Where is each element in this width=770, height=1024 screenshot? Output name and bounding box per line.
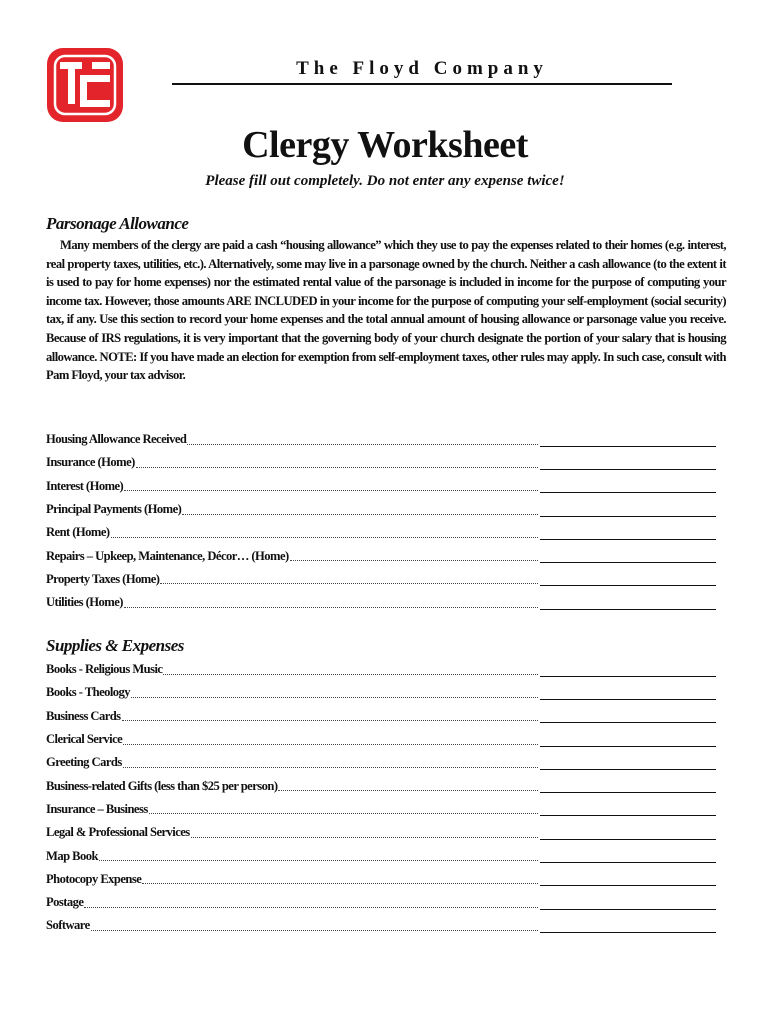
dot-leader bbox=[160, 583, 538, 584]
amount-blank-field[interactable] bbox=[540, 539, 716, 540]
amount-blank-field[interactable] bbox=[540, 722, 716, 723]
worksheet-row bbox=[46, 681, 716, 704]
row-label: Housing Allowance Received bbox=[46, 432, 187, 447]
worksheet-row bbox=[46, 844, 716, 867]
worksheet-row bbox=[46, 658, 716, 681]
row-label: Software bbox=[46, 918, 90, 933]
section-heading-supplies: Supplies & Expenses bbox=[46, 636, 184, 655]
amount-blank-field[interactable] bbox=[540, 746, 716, 747]
floyd-company-logo bbox=[46, 47, 124, 123]
row-label: Business-related Gifts (less than $25 per person) bbox=[46, 778, 278, 793]
header-rule bbox=[172, 83, 672, 85]
worksheet-row bbox=[46, 521, 716, 544]
worksheet-row bbox=[46, 498, 716, 521]
page-title: Clergy Worksheet bbox=[242, 124, 528, 166]
dot-leader bbox=[123, 744, 538, 745]
worksheet-row bbox=[46, 591, 716, 614]
row-label: Repairs – Upkeep, Maintenance, Décor… (Home) bbox=[46, 548, 289, 563]
row-label: Books - Theology bbox=[46, 685, 131, 700]
worksheet-row bbox=[46, 751, 716, 774]
dot-leader bbox=[149, 813, 538, 814]
dot-leader bbox=[84, 907, 538, 908]
row-label: Business Cards bbox=[46, 708, 121, 723]
supplies-list bbox=[46, 658, 716, 938]
amount-blank-field[interactable] bbox=[540, 469, 716, 470]
dot-leader bbox=[136, 467, 538, 468]
worksheet-row bbox=[46, 868, 716, 891]
dot-leader bbox=[122, 720, 538, 721]
amount-blank-field[interactable] bbox=[540, 562, 716, 563]
row-label: Clerical Service bbox=[46, 732, 123, 747]
dot-leader bbox=[278, 790, 538, 791]
amount-blank-field[interactable] bbox=[540, 676, 716, 677]
row-label: Books - Religious Music bbox=[46, 662, 163, 677]
worksheet-row bbox=[46, 914, 716, 937]
row-label: Utilities (Home) bbox=[46, 595, 123, 610]
row-label: Rent (Home) bbox=[46, 525, 110, 540]
dot-leader bbox=[187, 444, 538, 445]
dot-leader bbox=[142, 883, 538, 884]
dot-leader bbox=[163, 674, 538, 675]
worksheet-row bbox=[46, 705, 716, 728]
dot-leader bbox=[123, 767, 538, 768]
amount-blank-field[interactable] bbox=[540, 885, 716, 886]
worksheet-row bbox=[46, 891, 716, 914]
amount-blank-field[interactable] bbox=[540, 815, 716, 816]
amount-blank-field[interactable] bbox=[540, 516, 716, 517]
row-label: Insurance (Home) bbox=[46, 455, 135, 470]
worksheet-row bbox=[46, 798, 716, 821]
worksheet-row bbox=[46, 728, 716, 751]
row-label: Interest (Home) bbox=[46, 478, 124, 493]
amount-blank-field[interactable] bbox=[540, 699, 716, 700]
company-name: The Floyd Company bbox=[296, 58, 548, 79]
worksheet-row bbox=[46, 475, 716, 498]
dot-leader bbox=[111, 537, 538, 538]
row-label: Property Taxes (Home) bbox=[46, 571, 160, 586]
section-heading-parsonage: Parsonage Allowance bbox=[46, 214, 189, 233]
amount-blank-field[interactable] bbox=[540, 932, 716, 933]
amount-blank-field[interactable] bbox=[540, 769, 716, 770]
worksheet-row bbox=[46, 428, 716, 451]
row-label: Photocopy Expense bbox=[46, 871, 142, 886]
amount-blank-field[interactable] bbox=[540, 839, 716, 840]
worksheet-row bbox=[46, 451, 716, 474]
row-label: Principal Payments (Home) bbox=[46, 502, 182, 517]
worksheet-row bbox=[46, 568, 716, 591]
worksheet-row bbox=[46, 544, 716, 567]
row-label: Greeting Cards bbox=[46, 755, 122, 770]
page-subtitle: Please fill out completely. Do not enter any expense twice! bbox=[205, 173, 565, 189]
amount-blank-field[interactable] bbox=[540, 609, 716, 610]
dot-leader bbox=[124, 607, 538, 608]
amount-blank-field[interactable] bbox=[540, 585, 716, 586]
row-label: Map Book bbox=[46, 848, 98, 863]
dot-leader bbox=[290, 560, 538, 561]
worksheet-row bbox=[46, 821, 716, 844]
parsonage-list bbox=[46, 428, 716, 614]
dot-leader bbox=[182, 514, 538, 515]
row-label: Legal & Professional Services bbox=[46, 825, 190, 840]
dot-leader bbox=[131, 697, 538, 698]
row-label: Postage bbox=[46, 895, 84, 910]
amount-blank-field[interactable] bbox=[540, 909, 716, 910]
amount-blank-field[interactable] bbox=[540, 492, 716, 493]
amount-blank-field[interactable] bbox=[540, 862, 716, 863]
dot-leader bbox=[99, 860, 538, 861]
worksheet-row bbox=[46, 774, 716, 797]
dot-leader bbox=[124, 490, 538, 491]
dot-leader bbox=[191, 837, 538, 838]
amount-blank-field[interactable] bbox=[540, 792, 716, 793]
amount-blank-field[interactable] bbox=[540, 446, 716, 447]
parsonage-intro: Many members of the clergy are paid a cash “housing allowance” which they use to pay the expenses related to their homes (e.g. interest, real property taxes, utilities, etc.). Alternatively, some may live in a parsonage owned by the church. Neither a cash allowance (to the extent it is used to pay for home expenses) nor the estimated rental value of the parsonage is included in income for the purpose of computing your income tax. However, those amounts ARE INCLUDED in your income for the purpose of computing your self-employment (social security) tax, if any. Use this section to record your home expenses and the total annual amount of housing allowance or parsonage value you receive. Because of IRS regulations, it is very important that the governing body of your church designate the portion of your salary that is housing allowance. NOTE: If you have made an election for exemption from self-employment taxes, other rules may apply. In such case, consult with Pam Floyd, your tax advisor. bbox=[46, 238, 726, 383]
row-label: Insurance – Business bbox=[46, 801, 148, 816]
dot-leader bbox=[91, 930, 538, 931]
